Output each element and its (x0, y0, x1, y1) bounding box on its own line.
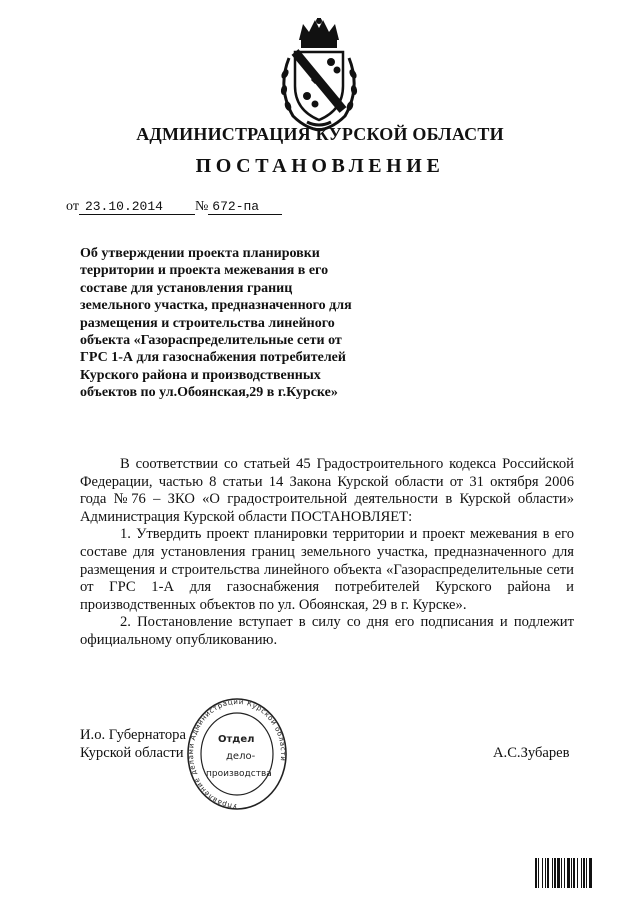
signatory-title-line: Курской области (80, 744, 184, 761)
barcode-bar (557, 858, 560, 888)
subject-line: Курского района и производственных (80, 367, 321, 383)
barcode-bar (583, 858, 585, 888)
barcode-bar (589, 858, 592, 888)
stamp-center-line: дело- (226, 751, 256, 762)
document-date: 23.10.2014 (79, 200, 195, 215)
subject-line: территории и проекта межевания в его (80, 263, 329, 279)
document-subject (80, 245, 380, 402)
barcode-bar (545, 858, 546, 888)
date-prefix: от (66, 199, 79, 214)
barcode-bar (535, 858, 537, 888)
barcode-bar (561, 858, 562, 888)
body-paragraph-preamble: В соответствии со статьей 45 Градостроительного кодекса Российской Федерации, частью 8 статьи 14 Закона Курской области от 31 октября 2006 года №76 – ЗКО «О градостроительной деятельности в Курской области» Администрация Курской области ПОСТАНОВЛЯЕТ: (80, 456, 574, 525)
subject-line: составе для установления границ (80, 280, 293, 296)
stamp-center-line: Отдел (218, 734, 255, 745)
barcode-bar (552, 858, 553, 888)
barcode-bar (571, 858, 572, 888)
coat-of-arms-emblem (271, 18, 367, 132)
stamp-ring-text: Управление делами Администрации Курской области (186, 697, 288, 811)
barcode-bar (581, 858, 582, 888)
date-number-line (66, 199, 282, 215)
number-prefix: № (194, 199, 209, 214)
barcode-bar (573, 858, 575, 888)
organization-name: АДМИНИСТРАЦИЯ КУРСКОЙ ОБЛАСТИ (136, 124, 504, 144)
barcode-bar (547, 858, 549, 888)
barcode-bar (542, 858, 543, 888)
barcode-bar (567, 858, 570, 888)
subject-line: размещения и строительства линейного (80, 315, 335, 331)
body-paragraph-item-2: 2. Постановление вступает в силу со дня его подписания и подлежит официальному опубликованию. (80, 614, 574, 648)
office-stamp (186, 696, 288, 812)
document-number: 672-па (208, 200, 282, 215)
stamp-center-line: производства (206, 769, 272, 779)
barcode-bar (564, 858, 565, 888)
document-body (80, 456, 574, 650)
barcode-bar (538, 858, 539, 888)
signatory-name: А.С.Зубарев (493, 745, 570, 761)
subject-line: Об утверждении проекта планировки (80, 246, 320, 261)
barcode-bar (554, 858, 556, 888)
subject-line: объекта «Газораспределительные сети от (80, 333, 342, 349)
subject-line: объектов по ул.Обоянская,29 в г.Курске» (80, 385, 338, 401)
barcode (535, 858, 625, 888)
subject-line: ГРС 1-А для газоснабжения потребителей (80, 350, 346, 366)
document-type-title: ПОСТАНОВЛЕНИЕ (195, 155, 445, 177)
signatory-title-line: И.о. Губернатора (80, 727, 186, 743)
signatory-title (80, 727, 186, 762)
subject-line: земельного участка, предназначенного для (80, 298, 352, 314)
body-paragraph-item-1: 1. Утвердить проект планировки территории и проект межевания в его составе для установления границ земельного участка, предназначенного для размещения и строительства линейного объекта «Газораспределительные сети от ГРС 1-А для газоснабжения потребителей Курского района и производственных объектов по ул. Обоянская, 29 в г. Курске». (80, 526, 574, 613)
barcode-bar (586, 858, 587, 888)
barcode-bar (577, 858, 578, 888)
